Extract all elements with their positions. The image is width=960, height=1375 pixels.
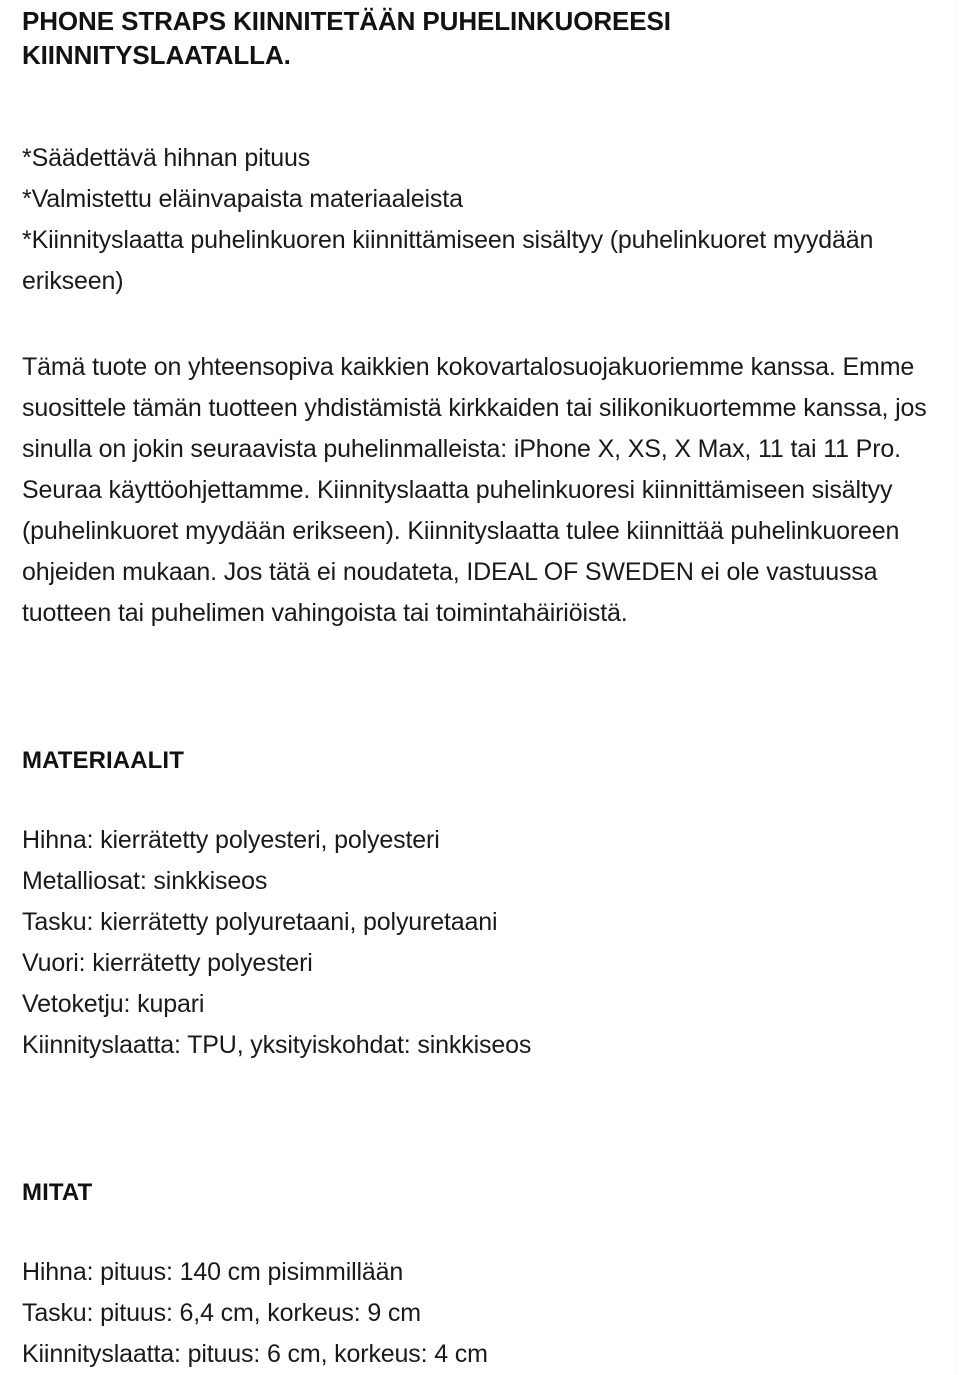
page-title: PHONE STRAPS KIINNITETÄÄN PUHELINKUOREESI KIINNITYSLAATALLA. — [22, 6, 671, 70]
dimensions-list — [22, 1252, 930, 1375]
dimensions-heading: MITAT — [22, 1179, 93, 1206]
feature-list-item: *Kiinnityslaatta puhelinkuoren kiinnittämiseen sisältyy (puhelinkuoret myydään erikseen) — [22, 226, 874, 295]
materials-section — [22, 746, 930, 1066]
materials-list — [22, 820, 930, 1066]
feature-list-item: *Valmistettu eläinvapaista materiaaleista — [22, 185, 463, 213]
materials-list-item: Metalliosat: sinkkiseos — [22, 867, 268, 895]
materials-list-item: Kiinnityslaatta: TPU, yksityiskohdat: sinkkiseos — [22, 1031, 532, 1059]
materials-heading: MATERIAALIT — [22, 747, 184, 774]
materials-list-item: Hihna: kierrätetty polyesteri, polyesteri — [22, 826, 440, 854]
materials-list-item: Vetoketju: kupari — [22, 990, 205, 1018]
materials-list-item: Vuori: kierrätetty polyesteri — [22, 949, 313, 977]
dimensions-section — [22, 1178, 930, 1375]
feature-list-item: *Säädettävä hihnan pituus — [22, 144, 311, 172]
product-description-paragraph: Tämä tuote on yhteensopiva kaikkien kokovartalosuojakuoriemme kanssa. Emme suosittele tämän tuotteen yhdistämistä kirkkaiden tai silikonikuortemme kanssa, jos sinulla on jokin seuraavista puhelinmalleista: iPhone X, XS, X Max, 11 tai 11 Pro. Seuraa käyttöohjettamme. Kiinnityslaatta puhelinkuoresi kiinnittämiseen sisältyy (puhelinkuoret myydään erikseen). Kiinnityslaatta tulee kiinnittää puhelinkuoreen ohjeiden mukaan. Jos tätä ei noudateta, IDEAL OF SWEDEN ei ole vastuussa tuotteen tai puhelimen vahingoista tai toimintahäiriöistä. — [22, 353, 927, 627]
dimensions-list-item: Hihna: pituus: 140 cm pisimmillään — [22, 1258, 404, 1286]
dimensions-list-item: Kiinnityslaatta: pituus: 6 cm, korkeus: 4 cm — [22, 1340, 488, 1368]
feature-list — [22, 138, 930, 302]
materials-list-item: Tasku: kierrätetty polyuretaani, polyuretaani — [22, 908, 498, 936]
dimensions-list-item: Tasku: pituus: 6,4 cm, korkeus: 9 cm — [22, 1299, 421, 1327]
